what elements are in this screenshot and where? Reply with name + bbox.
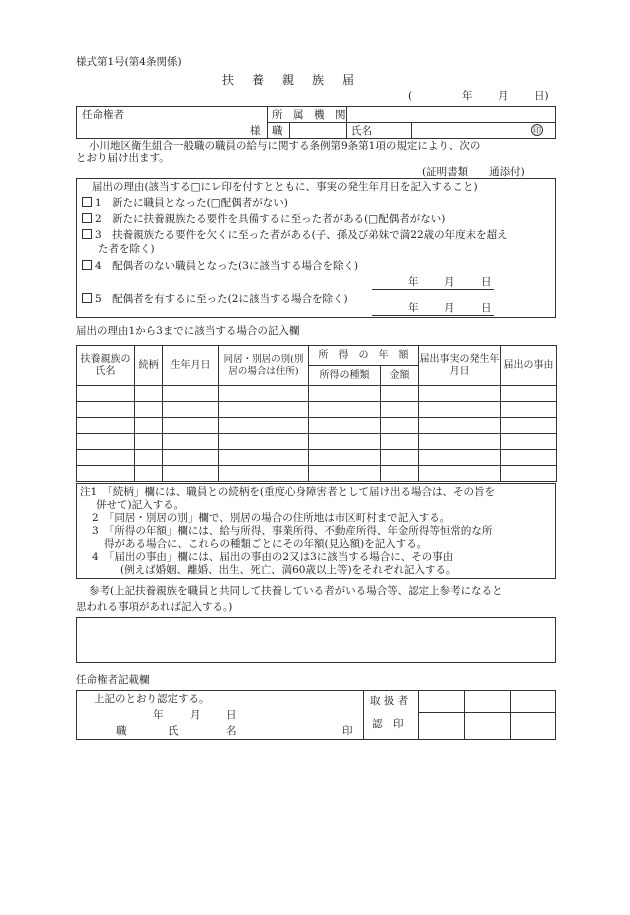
- reasons-heading: 届出の理由(該当する□にレ印を付すとともに、事実の発生年月日を記入すること): [92, 181, 478, 193]
- attachment-note: (証明書類 通添付): [422, 166, 525, 178]
- department-label: 所 属 機 関: [272, 109, 346, 121]
- table-cell: [135, 450, 163, 466]
- form-number: 様式第1号(第4条関係): [76, 56, 182, 68]
- header-amount: 金額: [381, 366, 419, 386]
- approval-month: 月: [190, 709, 201, 721]
- table-row[interactable]: [77, 386, 557, 402]
- table-cell: [501, 434, 557, 450]
- header-reason: 届出の事由: [501, 346, 557, 386]
- table-cell: [381, 466, 419, 482]
- table-cell: [309, 450, 381, 466]
- note-1-cont: 併せて)記入する。: [96, 499, 185, 511]
- table-cell: [219, 386, 309, 402]
- table-cell: [419, 434, 501, 450]
- reference-line-1: 参考(上記扶養親族を職員と共同して扶養している者がいる場合等、認定上参考になると: [89, 585, 503, 597]
- table-cell: [501, 450, 557, 466]
- table-cell: [419, 466, 501, 482]
- approver-job: 職: [116, 725, 127, 737]
- table-cell: [163, 466, 219, 482]
- reason-item-1[interactable]: 1 新たに職員となった(□配偶者がない): [82, 197, 288, 209]
- header-residence: 同居・別居の別(別居の場合は住所): [219, 346, 309, 386]
- note-3: 3 「所得の年額」欄には、給与所得、事業所得、不動産所得、年金所得等恒常的な所: [92, 525, 493, 537]
- reason-item-5[interactable]: 5 配偶者を有するに至った(2に該当する場合を除く): [82, 293, 348, 305]
- reference-line-2: 思われる事項があれば記入する。): [76, 601, 233, 613]
- checkbox-icon[interactable]: [82, 293, 92, 303]
- note-2: 2 「同居・別居の別」欄で、別居の場合の住所地は市区町村まで記入する。: [92, 512, 451, 524]
- header-event-date: 届出事実の発生年月日: [419, 346, 501, 386]
- section-title: 届出の理由1から3までに該当する場合の記入欄: [76, 325, 300, 337]
- header-relation: 続柄: [135, 346, 163, 386]
- job-label: 職: [272, 125, 283, 137]
- table-cell: [419, 386, 501, 402]
- header-birthdate: 生年月日: [163, 346, 219, 386]
- reason4-month: 月: [444, 276, 455, 288]
- name-field[interactable]: [413, 123, 527, 138]
- table-cell: [163, 418, 219, 434]
- reason5-year: 年: [408, 302, 419, 314]
- table-cell: [163, 450, 219, 466]
- table-cell: [381, 386, 419, 402]
- table-row[interactable]: [77, 434, 557, 450]
- table-cell: [135, 386, 163, 402]
- reason-item-3-cont: た者を除く): [98, 243, 155, 255]
- table-cell: [219, 450, 309, 466]
- date-year: 年: [462, 90, 473, 102]
- handler-label: 取 扱 者: [370, 695, 409, 707]
- reason5-day: 日: [481, 302, 492, 314]
- table-row[interactable]: [77, 466, 557, 482]
- intro-line-1: 小川地区衛生組合一般職の職員の給与に関する条例第9条第1項の規定により、次の: [89, 140, 481, 152]
- approver-given-name: 名: [226, 725, 237, 737]
- department-field[interactable]: [348, 107, 554, 121]
- table-cell: [501, 402, 557, 418]
- table-cell: [163, 434, 219, 450]
- table-cell: [309, 434, 381, 450]
- table-cell: [219, 466, 309, 482]
- note-4-cont: (例えば婚姻、離婚、出生、死亡、満60歳以上等)をそれぞれ記入する。: [120, 564, 457, 576]
- job-field[interactable]: [291, 123, 345, 138]
- table-cell: [381, 434, 419, 450]
- table-cell: [309, 402, 381, 418]
- seal-mark: 印: [533, 126, 541, 135]
- table-cell: [381, 402, 419, 418]
- checkbox-icon[interactable]: [82, 197, 92, 207]
- approver-seal: 印: [342, 725, 353, 737]
- date-open: (: [408, 90, 413, 102]
- reference-field[interactable]: [76, 617, 556, 663]
- reason4-day: 日: [481, 276, 492, 288]
- checkbox-icon[interactable]: [82, 229, 92, 239]
- name-label: 氏名: [351, 125, 372, 137]
- table-cell: [419, 402, 501, 418]
- checkbox-icon[interactable]: [82, 260, 92, 270]
- table-row[interactable]: [77, 418, 557, 434]
- approval-seal-label: 認 印: [372, 718, 404, 730]
- reason4-year: 年: [408, 276, 419, 288]
- note-4: 4 「届出の事由」欄には、届出の事由の2又は3に該当する場合に、その事由: [92, 551, 454, 563]
- approval-day: 日: [226, 709, 237, 721]
- reason5-month: 月: [444, 302, 455, 314]
- table-cell: [219, 434, 309, 450]
- table-cell: [419, 418, 501, 434]
- reason-item-3[interactable]: 3 扶養親族たる要件を欠くに至った者がある(子、孫及び弟妹で満22歳の年度末を超え: [82, 229, 508, 241]
- table-cell: [77, 402, 135, 418]
- table-cell: [381, 418, 419, 434]
- table-row[interactable]: [77, 450, 557, 466]
- table-cell: [309, 466, 381, 482]
- note-1: 注1 「続柄」欄には、職員との続柄を(重度心身障害者として届け出る場合は、その旨を: [80, 486, 496, 498]
- checkbox-icon[interactable]: [82, 213, 92, 223]
- appointer-label: 任命権者: [82, 109, 124, 121]
- table-cell: [381, 450, 419, 466]
- approval-year: 年: [153, 709, 164, 721]
- intro-line-2: とおり届け出ます。: [76, 152, 170, 164]
- table-cell: [77, 466, 135, 482]
- reason-item-2[interactable]: 2 新たに扶養親族たる要件を具備するに至った者がある(□配偶者がない): [82, 213, 445, 225]
- table-cell: [77, 418, 135, 434]
- table-cell: [419, 450, 501, 466]
- table-cell: [163, 386, 219, 402]
- sama-label: 様: [250, 125, 261, 137]
- table-row[interactable]: [77, 402, 557, 418]
- table-cell: [501, 418, 557, 434]
- table-cell: [219, 418, 309, 434]
- table-cell: [135, 466, 163, 482]
- table-cell: [77, 386, 135, 402]
- header-annual-income: 所 得 の 年 額: [309, 346, 419, 366]
- table-cell: [219, 402, 309, 418]
- date-month: 月: [498, 90, 509, 102]
- table-cell: [135, 434, 163, 450]
- table-cell: [77, 450, 135, 466]
- table-cell: [501, 386, 557, 402]
- table-cell: [135, 418, 163, 434]
- reason-item-4[interactable]: 4 配偶者のない職員となった(3に該当する場合を除く): [82, 260, 358, 272]
- table-cell: [501, 466, 557, 482]
- table-cell: [135, 402, 163, 418]
- table-cell: [163, 402, 219, 418]
- approver-family-name: 氏: [168, 725, 179, 737]
- date-day: 日): [534, 90, 549, 102]
- table-cell: [77, 434, 135, 450]
- note-3-cont: 得がある場合に、これらの種類ごとにその年額(見込額)を記入する。: [104, 538, 428, 550]
- header-income-type: 所得の種類: [309, 366, 381, 386]
- table-cell: [309, 386, 381, 402]
- approval-statement: 上記のとおり認定する。: [94, 693, 210, 705]
- dependents-table: [76, 345, 557, 482]
- form-title: 扶 養 親 族 届: [222, 73, 358, 87]
- table-cell: [309, 418, 381, 434]
- appointer-section-title: 任命権者記載欄: [76, 674, 150, 686]
- header-dependent-name: 扶養親族の氏名: [77, 346, 135, 386]
